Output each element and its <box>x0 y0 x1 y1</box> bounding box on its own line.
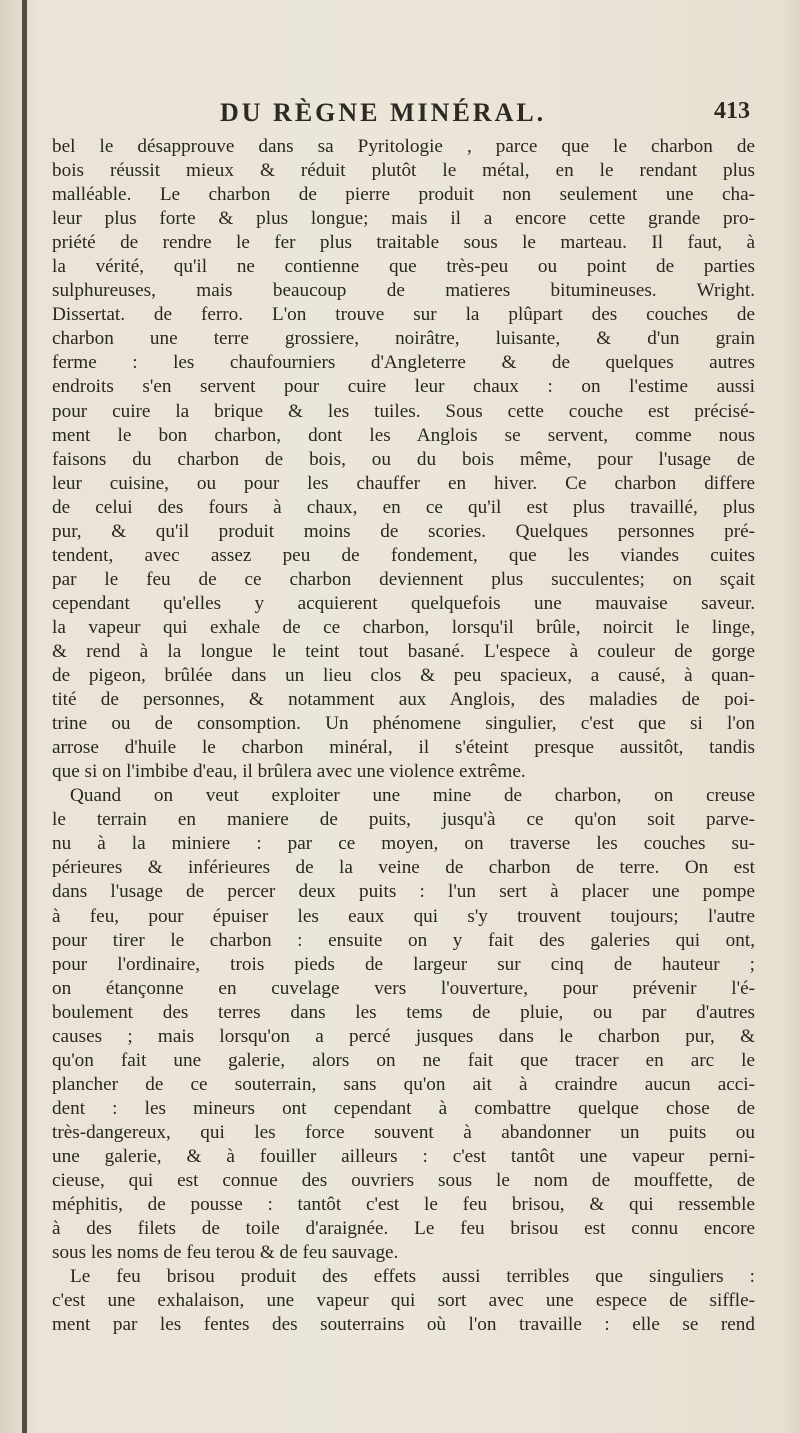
page-number: 413 <box>714 98 750 124</box>
text-line: méphitis, de pousse : tantôt c'est le feu brisou, & qui ressemble <box>52 1194 755 1216</box>
text-line: causes ; mais lorsqu'on a percé jusques dans le charbon pur, & <box>52 1025 755 1047</box>
text-line: ferme : les chaufourniers d'Angleterre & de quelques autres <box>52 352 755 374</box>
text-line: la vapeur qui exhale de ce charbon, lorsqu'il brûle, noircit le linge, <box>52 616 755 638</box>
text-line: arrose d'huile le charbon minéral, il s'éteint presque aussitôt, tandis <box>52 737 755 759</box>
text-line: que si on l'imbibe d'eau, il brûlera avec une violence extrême. <box>52 761 526 783</box>
page-header <box>90 98 750 132</box>
text-line: tité de personnes, & notamment aux Anglois, des maladies de poi- <box>52 689 755 711</box>
text-line: de pigeon, brûlée dans un lieu clos & peu spacieux, a causé, à quan- <box>52 665 755 687</box>
text-line: périeures & inférieures de la veine de charbon de terre. On est <box>52 857 755 879</box>
text-line: cieuse, qui est connue des ouvriers sous le nom de mouffette, de <box>52 1170 755 1192</box>
text-line: pour tirer le charbon : ensuite on y fait des galeries qui ont, <box>52 929 755 951</box>
text-line: qu'on fait une galerie, alors on ne fait que tracer en arc le <box>52 1049 755 1071</box>
text-line: sulphureuses, mais beaucoup de matieres bitumineuses. Wright. <box>52 280 755 302</box>
gutter-shadow <box>22 0 27 1433</box>
text-line: Dissertat. de ferro. L'on trouve sur la plûpart des couches de <box>52 304 755 326</box>
text-line: faisons du charbon de bois, ou du bois même, pour l'usage de <box>52 448 755 470</box>
text-line: le terrain en maniere de puits, jusqu'à ce qu'on soit parve- <box>52 809 755 831</box>
text-line: tendent, avec assez peu de fondement, que les viandes cuites <box>52 544 755 566</box>
text-line: boulement des terres dans les tems de pluie, ou par d'autres <box>52 1001 755 1023</box>
running-title: DU RÈGNE MINÉRAL. <box>220 98 547 127</box>
text-line: bois réussit mieux & réduit plutôt le métal, en le rendant plus <box>52 160 755 182</box>
text-line: endroits s'en servent pour cuire leur chaux : on l'estime aussi <box>52 376 755 398</box>
text-line: pour l'ordinaire, trois pieds de largeur sur cinq de hauteur ; <box>52 953 755 975</box>
text-line: à feu, pour épuiser les eaux qui s'y trouvent toujours; l'autre <box>52 905 755 927</box>
text-line: de celui des fours à chaux, en ce qu'il est plus travaillé, plus <box>52 496 755 518</box>
text-line: par le feu de ce charbon deviennent plus succulentes; on sçait <box>52 568 755 590</box>
text-line: ment le bon charbon, dont les Anglois se servent, comme nous <box>52 424 755 446</box>
text-line: la vérité, qu'il ne contienne que très-peu ou point de parties <box>52 256 755 278</box>
text-line: cependant qu'elles y acquierent quelquefois une mauvaise saveur. <box>52 592 755 614</box>
text-line: pur, & qu'il produit moins de scories. Quelques personnes pré- <box>52 520 755 542</box>
text-line: bel le désapprouve dans sa Pyritologie , parce que le charbon de <box>52 136 755 157</box>
text-line: sous les noms de feu terou & de feu sauvage. <box>52 1242 399 1264</box>
body-text <box>52 135 755 1337</box>
text-line: dans l'usage de percer deux puits : l'un sert à placer une pompe <box>52 881 755 903</box>
text-line: une galerie, & à fouiller ailleurs : c'est tantôt une vapeur perni- <box>52 1145 755 1167</box>
text-line: charbon une terre grossiere, noirâtre, luisante, & d'un grain <box>52 328 755 350</box>
text-line: plancher de ce souterrain, sans qu'on ait à craindre aucun acci- <box>52 1073 755 1095</box>
text-line: leur plus forte & plus longue; mais il a encore cette grande pro- <box>52 208 755 230</box>
text-line: nu à la miniere : par ce moyen, on traverse les couches su- <box>52 833 755 855</box>
text-line: & rend à la longue le teint tout basané. L'espece à couleur de gorge <box>52 640 755 662</box>
text-line: dent : les mineurs ont cependant à combattre quelque chose de <box>52 1097 755 1119</box>
text-line: ment par les fentes des souterrains où l'on travaille : elle se rend <box>52 1314 755 1336</box>
text-line: Le feu brisou produit des effets aussi terribles que singuliers : <box>70 1266 755 1288</box>
text-line: pour cuire la brique & les tuiles. Sous cette couche est précisé- <box>52 400 755 422</box>
text-line: leur cuisine, ou pour les chauffer en hiver. Ce charbon differe <box>52 472 755 494</box>
text-line: on étançonne en cuvelage vers l'ouverture, pour prévenir l'é- <box>52 977 755 999</box>
text-line: Quand on veut exploiter une mine de charbon, on creuse <box>70 785 755 807</box>
text-line: c'est une exhalaison, une vapeur qui sort avec une espece de siffle- <box>52 1290 755 1312</box>
text-line: très-dangereux, qui les force souvent à abandonner un puits ou <box>52 1121 755 1143</box>
text-line: malléable. Le charbon de pierre produit non seulement une cha- <box>52 184 755 206</box>
text-line: à des filets de toile d'araignée. Le feu brisou est connu encore <box>52 1218 755 1240</box>
text-line: trine ou de consomption. Un phénomene singulier, c'est que si l'on <box>52 713 755 735</box>
text-line: priété de rendre le fer plus traitable sous le marteau. Il faut, à <box>52 232 755 254</box>
